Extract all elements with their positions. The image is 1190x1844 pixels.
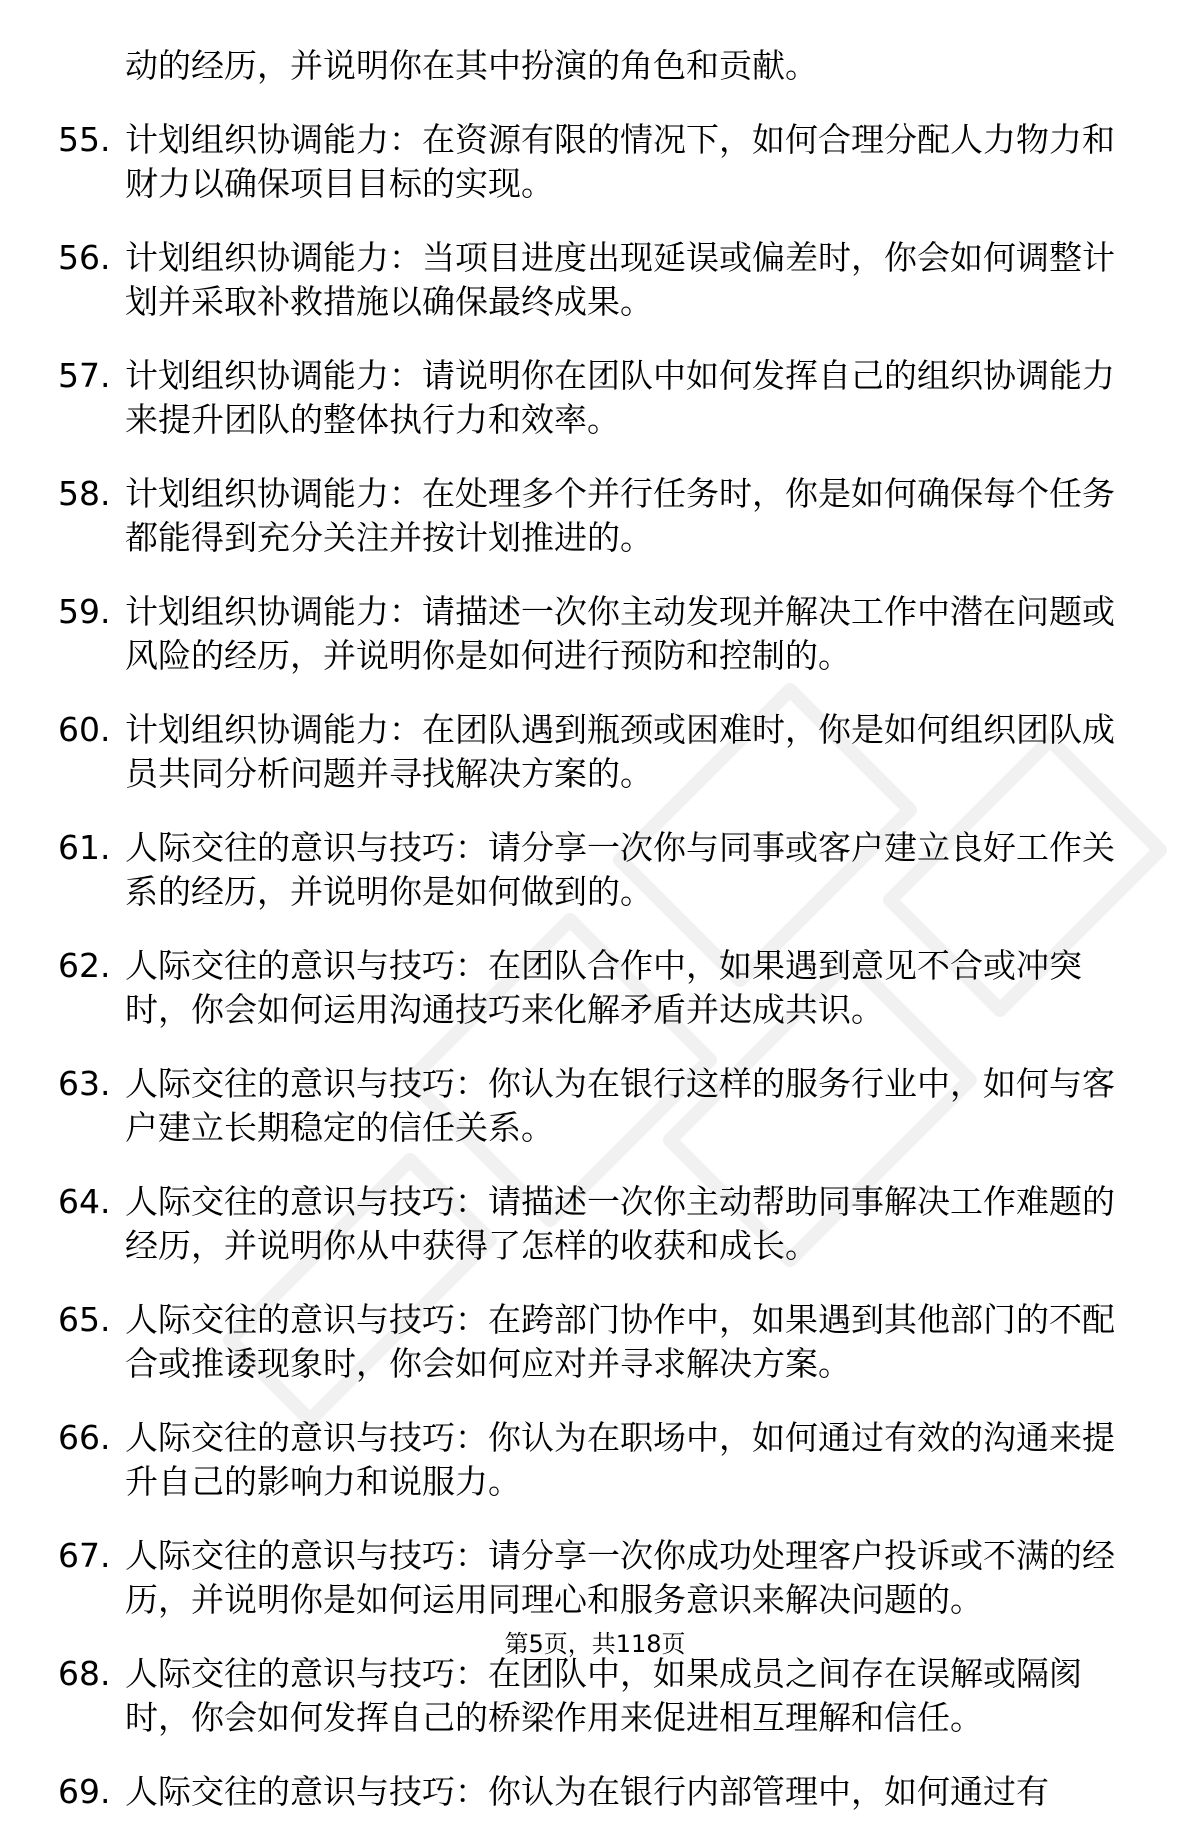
item-text: 计划组织协调能力：请说明你在团队中如何发挥自己的组织协调能力来提升团队的整体执行力和效率。	[125, 356, 1115, 439]
list-item	[58, 1062, 1118, 1150]
list-item	[58, 236, 1118, 324]
item-text: 人际交往的意识与技巧：在团队中，如果成员之间存在误解或隔阂时，你会如何发挥自己的桥梁作用来促进相互理解和信任。	[125, 1654, 1082, 1737]
list-item	[58, 1416, 1118, 1504]
list-item	[58, 1652, 1118, 1740]
item-text: 计划组织协调能力：当项目进度出现延误或偏差时，你会如何调整计划并采取补救措施以确保最终成果。	[125, 238, 1115, 321]
list-item	[58, 472, 1118, 560]
list-item	[58, 1534, 1118, 1622]
list-item	[58, 708, 1118, 796]
item-text: 人际交往的意识与技巧：请分享一次你成功处理客户投诉或不满的经历，并说明你是如何运用同理心和服务意识来解决问题的。	[125, 1536, 1115, 1619]
item-text: 人际交往的意识与技巧：你认为在银行这样的服务行业中，如何与客户建立长期稳定的信任关系。	[125, 1064, 1115, 1147]
item-text: 计划组织协调能力：请描述一次你主动发现并解决工作中潜在问题或风险的经历，并说明你是如何进行预防和控制的。	[125, 592, 1115, 675]
list-item	[58, 1298, 1118, 1386]
list-item	[58, 1770, 1118, 1814]
item-number: 66.	[58, 1418, 111, 1457]
item-number: 63.	[58, 1064, 111, 1103]
item-number: 60.	[58, 710, 111, 749]
list-item	[58, 590, 1118, 678]
list-item	[58, 944, 1118, 1032]
item-text: 人际交往的意识与技巧：请描述一次你主动帮助同事解决工作难题的经历，并说明你从中获得了怎样的收获和成长。	[125, 1182, 1115, 1265]
item-text: 计划组织协调能力：在处理多个并行任务时，你是如何确保每个任务都能得到充分关注并按计划推进的。	[125, 474, 1115, 557]
item-number: 59.	[58, 592, 111, 631]
item-text: 动的经历，并说明你在其中扮演的角色和贡献。	[125, 46, 818, 85]
item-number: 67.	[58, 1536, 111, 1575]
item-number: 68.	[58, 1654, 111, 1693]
item-text: 人际交往的意识与技巧：请分享一次你与同事或客户建立良好工作关系的经历，并说明你是如何做到的。	[125, 828, 1115, 911]
list-item	[58, 118, 1118, 206]
item-text: 计划组织协调能力：在资源有限的情况下，如何合理分配人力物力和财力以确保项目目标的实现。	[125, 120, 1115, 203]
list-item	[58, 44, 1118, 88]
item-number: 64.	[58, 1182, 111, 1221]
item-text: 计划组织协调能力：在团队遇到瓶颈或困难时，你是如何组织团队成员共同分析问题并寻找解决方案的。	[125, 710, 1115, 793]
item-number: 58.	[58, 474, 111, 513]
item-number: 55.	[58, 120, 111, 159]
item-number: 57.	[58, 356, 111, 395]
question-list	[58, 44, 1118, 1844]
item-number: 65.	[58, 1300, 111, 1339]
list-item	[58, 1180, 1118, 1268]
item-text: 人际交往的意识与技巧：在跨部门协作中，如果遇到其他部门的不配合或推诿现象时，你会如何应对并寻求解决方案。	[125, 1300, 1115, 1383]
page-footer: 第5页，共118页	[504, 1630, 686, 1658]
item-number: 56.	[58, 238, 111, 277]
list-item	[58, 826, 1118, 914]
item-number: 62.	[58, 946, 111, 985]
item-text: 人际交往的意识与技巧：在团队合作中，如果遇到意见不合或冲突时，你会如何运用沟通技巧来化解矛盾并达成共识。	[125, 946, 1082, 1029]
item-text: 人际交往的意识与技巧：你认为在职场中，如何通过有效的沟通来提升自己的影响力和说服力。	[125, 1418, 1115, 1501]
item-number: 61.	[58, 828, 111, 867]
item-number: 69.	[58, 1772, 111, 1811]
item-text: 人际交往的意识与技巧：你认为在银行内部管理中，如何通过有	[125, 1772, 1049, 1811]
list-item	[58, 354, 1118, 442]
